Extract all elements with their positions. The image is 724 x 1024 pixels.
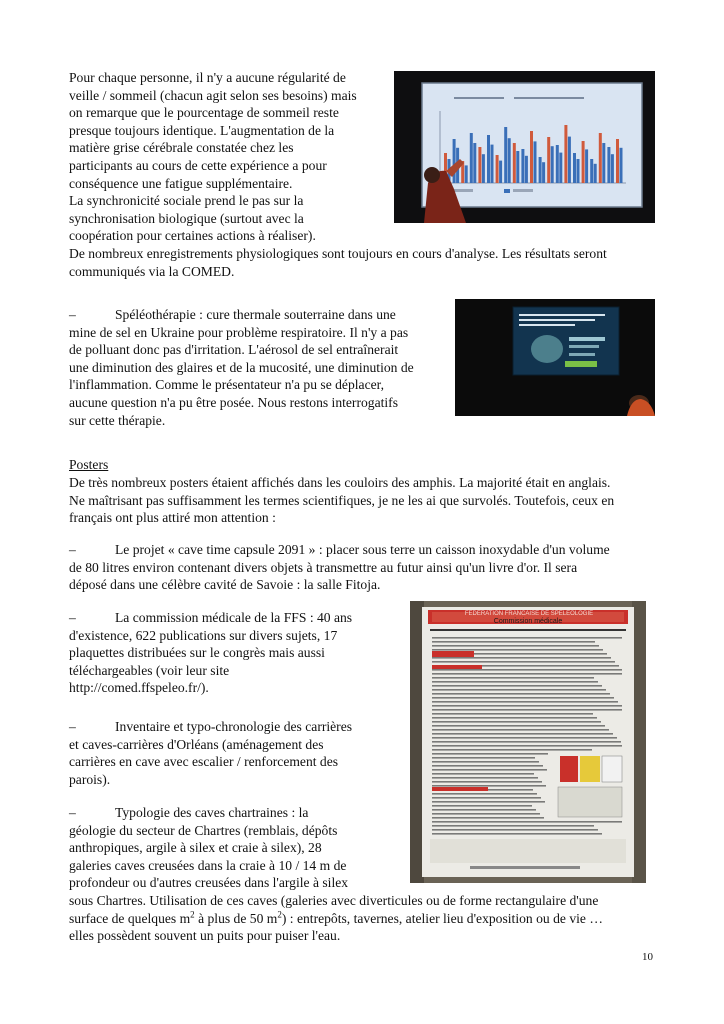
typologie-line: profondeur ou d'autres creusées dans l'argile à silex (69, 875, 349, 891)
photo-bar (478, 147, 481, 183)
typologie-fulltext (69, 892, 669, 945)
poster-text-line (432, 829, 598, 831)
speleotherapy-item (69, 306, 449, 324)
poster-text-line (432, 777, 538, 779)
typologie-first-line (69, 804, 409, 822)
posters-intro (69, 474, 669, 527)
commission-line: d'existence, 622 publications sur divers sujets, 17 (69, 627, 338, 643)
typologie-surface-b: à plus de 50 m (194, 910, 278, 926)
poster-text-line (432, 681, 598, 683)
photo-bar (551, 146, 554, 183)
photo-bar (611, 154, 614, 183)
commission-line: La commission médicale de la FFS : 40 ans (115, 610, 353, 625)
block2-line: l'inflammation. Comme le présentateur n'a pu se déplacer, (69, 377, 385, 393)
commission-line: plaquettes distribuées sur le congrès mais aussi (69, 645, 325, 661)
block2-line: une diminution des glaires et de la mucosité, une diminution de (69, 359, 414, 375)
poster-text-line (432, 717, 597, 719)
block1-text (69, 69, 389, 245)
photo-bar (487, 135, 490, 183)
typologie-item (69, 804, 409, 892)
poster-text-line (432, 801, 545, 803)
photo-bar (564, 125, 567, 183)
block1-line: matière grise cérébrale constatée chez les (69, 140, 294, 156)
typologie-full-line: elles possèdent souvent un puits pour puiser l'eau. (69, 928, 341, 944)
typologie-line: Typologie des caves chartraines : la (115, 805, 309, 820)
dash-bullet: – (69, 542, 76, 557)
typologie-surface-c: ) : entrepôts, tavernes, atelier lieu d'exposition ou de vie … (281, 910, 603, 926)
poster-text-line (432, 809, 536, 811)
poster-text-line (432, 677, 594, 679)
commission-medicale-item (69, 609, 399, 697)
poster-subtitle: Commission médicale (493, 618, 563, 625)
poster-text-line (432, 821, 622, 823)
photo-bar (568, 137, 571, 183)
photo-bar (547, 137, 550, 183)
cave-time-line: Le projet « cave time capsule 2091 » : placer sous terre un caisson inoxydable d'un volume (115, 542, 610, 557)
cave-time-first-line (69, 541, 669, 559)
typologie-full-line: sous Chartres. Utilisation de ces caves (galeries avec diverticules ou de forme rectangulaire d'une (69, 893, 599, 908)
poster-text-line (432, 729, 609, 731)
photo-bar (496, 155, 499, 183)
poster-text-line (432, 709, 622, 711)
poster-text-line (432, 669, 622, 671)
photo-bar (590, 159, 593, 183)
dash-bullet: – (69, 719, 76, 734)
poster-text-line (432, 705, 622, 707)
posters-line: De très nombreux posters étaient affichés dans les couloirs des amphis. La majorité était en anglais. (69, 475, 611, 490)
cave-time-line: de 80 litres environ contenant divers objets à transmettre au futur ainsi qu'un livre d'or. Il sera (69, 559, 578, 575)
block1-line: Pour chaque personne, il n'y a aucune régularité de (69, 70, 346, 85)
dash-bullet: – (69, 610, 76, 625)
inventaire-item (69, 718, 399, 788)
poster-text-line (432, 765, 543, 767)
cave-time-capsule-item (69, 541, 669, 594)
poster-text-line (432, 697, 614, 699)
photo-bar (620, 148, 623, 183)
photo-bar (521, 149, 524, 183)
block1-line: on remarque que le pourcentage de sommeil reste (69, 105, 339, 121)
photo-bar (559, 153, 562, 183)
photo-bar (513, 143, 516, 183)
block1-line: participants au cours de cette expérience a pour (69, 157, 327, 173)
poster-text-line (432, 637, 622, 639)
poster-text-line (432, 685, 602, 687)
poster-text-line (432, 781, 542, 783)
commission-first-line (69, 609, 399, 627)
block2-line: de polluant donc pas d'irritation. L'aérosol de sel entraînerait (69, 342, 399, 358)
block1-line: coopération pour certaines actions à réaliser). (69, 228, 316, 244)
poster-text-line (432, 769, 547, 771)
block1-line: conséquence une fatigue supplémentaire. (69, 175, 293, 191)
commission-url: http://comed.ffspeleo.fr/). (69, 680, 209, 696)
speleotherapy-slide-illustration (455, 299, 655, 416)
speleotherapy-slide-photo (455, 299, 655, 416)
block1-line: veille / sommeil (chacun agit selon ses besoins) mais (69, 87, 357, 103)
photo-bar (602, 143, 605, 183)
poster-text-line (432, 833, 602, 835)
poster-text-line (432, 701, 618, 703)
commission-medicale-poster-photo (410, 601, 646, 883)
photo-bar (482, 154, 485, 183)
inventaire-line: carrières en cave avec escalier / renforcement des (69, 754, 339, 770)
poster-text-line (432, 693, 610, 695)
block1-line: synchronisation biologique (surtout avec la (69, 210, 304, 226)
dash-bullet: – (69, 307, 76, 322)
poster-text-line (432, 733, 613, 735)
photo-bar (499, 161, 502, 183)
photo-bar (607, 147, 610, 183)
poster-text-line (432, 673, 622, 675)
photo-bar (573, 153, 576, 183)
photo-bar (577, 159, 580, 183)
block2-line: mine de sel en Ukraine pour problème respiratoire. Il n'y a pas (69, 324, 409, 340)
inventaire-first-line (69, 718, 399, 736)
photo-bar (525, 156, 528, 183)
posters-heading-text: Posters (69, 457, 109, 472)
poster-text-line (432, 689, 606, 691)
typologie-line: anthropiques, argile à silex et craie à silex), 28 (69, 840, 322, 856)
block2-line: Spéléothérapie : cure thermale souterraine dans une (115, 307, 396, 322)
block1-full-line: De nombreux enregistrements physiologiques sont toujours en cours d'analyse. Les résultats seront (69, 246, 607, 261)
photo-bar (453, 139, 456, 183)
presentation-chart-photo (394, 71, 655, 223)
cave-time-line: déposé dans une célèbre cavité de Savoie : la salle Fitoja. (69, 577, 381, 593)
poster-text-line (432, 649, 603, 651)
photo-bar (585, 149, 588, 183)
photo-bar (542, 162, 545, 183)
poster-text-line (432, 661, 615, 663)
poster-text-line (432, 825, 594, 827)
photo-bar (582, 141, 585, 183)
block1-line: presque toujours identique. L'augmentation de la (69, 122, 335, 138)
poster-text-line (432, 721, 601, 723)
block2-line: sur cette thérapie. (69, 412, 166, 428)
poster-text-line (432, 805, 532, 807)
poster-text-line (432, 657, 611, 659)
block2-line: aucune question n'a pu être posée. Nous restons interrogatifs (69, 394, 398, 410)
poster-text-line (432, 641, 595, 643)
poster-text-line (432, 753, 548, 755)
photo-bar (516, 151, 519, 183)
poster-text-line (432, 713, 593, 715)
photo-bar (616, 139, 619, 183)
poster-text-line (432, 813, 540, 815)
block1-fulltext (69, 245, 669, 280)
photo-bar (534, 141, 537, 183)
typologie-line: galeries caves creusées dans la craie à 10 / 14 m de (69, 857, 347, 873)
block1-line: La synchronicité sociale prend le pas sur la (69, 193, 304, 209)
inventaire-line: Inventaire et typo-chronologie des carrières (115, 719, 353, 734)
poster-text-line (432, 741, 621, 743)
photo-bar (539, 157, 542, 183)
poster-text-line (432, 737, 617, 739)
poster-title: FEDERATION FRANCAISE DE SPELEOLOGIE (464, 611, 594, 617)
poster-text-line (432, 761, 539, 763)
block2-text (69, 306, 449, 429)
superscript: 2 (190, 909, 195, 920)
poster-text-line (432, 757, 535, 759)
superscript: 2 (277, 909, 282, 920)
poster-text-line (432, 817, 544, 819)
poster-text-line (432, 725, 605, 727)
poster-text-line (432, 749, 592, 751)
photo-bar (556, 145, 559, 183)
dash-bullet: – (69, 805, 76, 820)
photo-bar (508, 138, 511, 183)
poster-text-line (432, 797, 541, 799)
poster-text-line (432, 773, 534, 775)
photo-bar (530, 131, 533, 183)
block1-full-line: communiqués via la COMED. (69, 263, 235, 279)
typologie-line: géologie du secteur de Chartres (remblais, dépôts (69, 822, 338, 838)
typologie-full-line-2 (69, 910, 669, 928)
poster-text-line (432, 793, 537, 795)
commission-line: téléchargeables (voir leur site (69, 662, 230, 678)
photo-bar (491, 145, 494, 183)
photo-bar (594, 164, 597, 183)
presentation-chart-illustration (394, 71, 655, 223)
posters-line: français ont plus attiré mon attention : (69, 510, 276, 526)
photo-bar (504, 127, 507, 183)
photo-bar (465, 165, 468, 183)
poster-text-line (432, 745, 622, 747)
typologie-surface-a: surface de quelques m (69, 910, 191, 926)
posters-line: Ne maîtrisant pas suffisamment les termes scientifiques, je ne les ai que survolés. Toutefois, ceux en (69, 492, 615, 508)
poster-text-line (432, 645, 599, 647)
photo-bar (473, 143, 476, 183)
posters-heading (69, 456, 108, 474)
poster-text-line (432, 785, 546, 787)
page-number: 10 (642, 951, 653, 963)
poster-illustration (410, 601, 646, 883)
photo-bar (470, 133, 473, 183)
inventaire-line: et caves-carrières d'Orléans (aménagement des (69, 736, 324, 752)
inventaire-line: parois). (69, 771, 111, 787)
photo-bar (599, 133, 602, 183)
